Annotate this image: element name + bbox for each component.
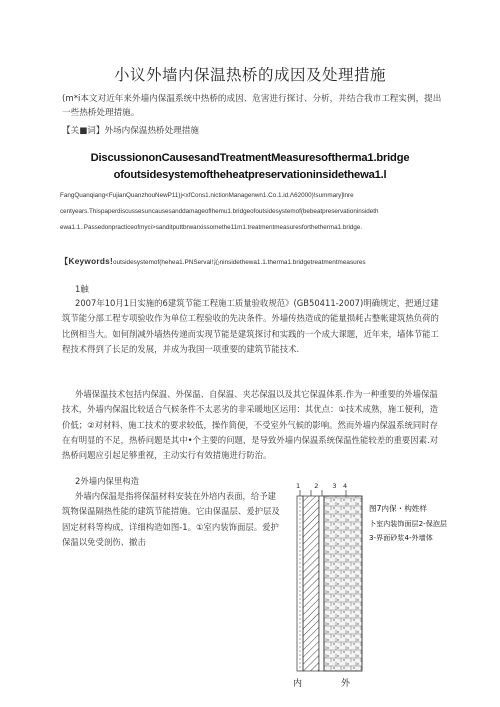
figure-label-exterior: 外 xyxy=(341,679,351,689)
figure-label-interior: 内 xyxy=(293,679,303,689)
paragraph-2 xyxy=(62,387,446,463)
english-abstract-line-2: centyears.Thispaperdiscussesuncausesanddamageoflhemu1.bridgeofoutsidesystemof(bebeatpreservationinsideth xyxy=(60,208,379,215)
figure-caption-title: 图7内保・构姓样 xyxy=(369,504,427,513)
english-title-line-2: ofoutsidesystemoftheheatpreservationinsidethewa1.l xyxy=(113,169,387,181)
layer-insulation xyxy=(303,496,319,671)
section-heading-2: 2外墙内保里构造 xyxy=(75,476,139,486)
english-keywords xyxy=(60,256,452,267)
abstract: (m*i本文对近年来外墙内保温系统中热桥的成因、危害进行探讨、分析，并结合我市工程实例，提出一些热桥处理措施。 xyxy=(62,94,442,118)
english-abstract-line-1: FangQuanqiang<FujianQuanzhouNewP11)j<xfCons1.nictionManagenwn1.Co.1.id.Λ62000)!summary]lnre xyxy=(60,192,354,199)
paragraph-1 xyxy=(62,296,446,357)
paragraph-3 xyxy=(62,489,284,550)
layer-interior-finish xyxy=(297,496,303,671)
paragraph-1-text: 2007年10月1日实施的6建筑节能工程施工质量验收规范》(GB50411-2007)明确规定，把通过建筑节能分部工程专项验收作为单位工程验收的先决条件。外墙传热造成的能量损耗占整帐建筑热负荷的比例相当大。如何削减外墙热传递而实现节能是建筑探讨和实践的一个成大课题，近年来，墙体节能工程技术得到了长足的发展，并成为我国一项重要的建筑节能技术. xyxy=(62,298,439,354)
paragraph-3-text: 外墙内保温是指将保温材料安装在外培内表面，给予建筑物保温隔热性能的建筑节能措施。它由保温层、爰护层及固定材料等构成，详细构造如图-1。①室内装饰面层。爱护保温以免受剖伤、撤击 xyxy=(62,491,280,547)
english-abstract-line-3: ewa1.1..Passedonpracticeofmyci>sanditputtbrwarxissomethe11m1.treatmentmeasuresforthethermа1.bridge. xyxy=(60,224,363,231)
paper-title: 小议外墙内保温热桥的成因及处理措施 xyxy=(113,66,386,84)
section-heading-1: 1触 xyxy=(75,284,89,294)
figure-caption-line-3: 3-界面砂浆4-外墙体 xyxy=(369,533,433,542)
figure-layer-numbers: 1 2 3 xyxy=(296,482,343,490)
english-title-line-1: DiscussiononCausesandTreatmentMeasuresoftherma1.bridge xyxy=(90,152,410,164)
paragraph-2-text: 外墙保温技术包括内保温、外保温、自保温、夹芯保温以及其它保温体系.作为一种重要的外墙保温技术，外墙内保温比较适合气候条件不太恶劣的非采暖地区运用：其优点：①技术成熟，施工便利，造价低；②对材料、施工技术的要求较低，操作简便，不受室外气候的影响。然而外墙内保温系统同时存在有明显的不足，热桥问题是其中•个主要的问题，是导致外墙内保温系统保温性能较差的重要因素.对热桥问题应引起足够重视，主动实行有效措施进行防治。 xyxy=(62,389,439,461)
figure-caption-line-2: 卜室内装饰面层2-保泡层 xyxy=(369,519,448,528)
keywords: 【关■词】外场内保温热桥处理措施 xyxy=(62,126,200,136)
layer-interface-mortar xyxy=(319,496,324,671)
english-keywords-label: 【Keywords! xyxy=(60,257,114,266)
english-keywords-text: outsidesystemof(hehea1.PNServal!沁ninsidethewa1.1.therma1.bridgetreatmentmeasures xyxy=(113,259,366,266)
layer-external-wall xyxy=(324,496,362,671)
figure-layer-number-4: 4 xyxy=(343,482,348,490)
